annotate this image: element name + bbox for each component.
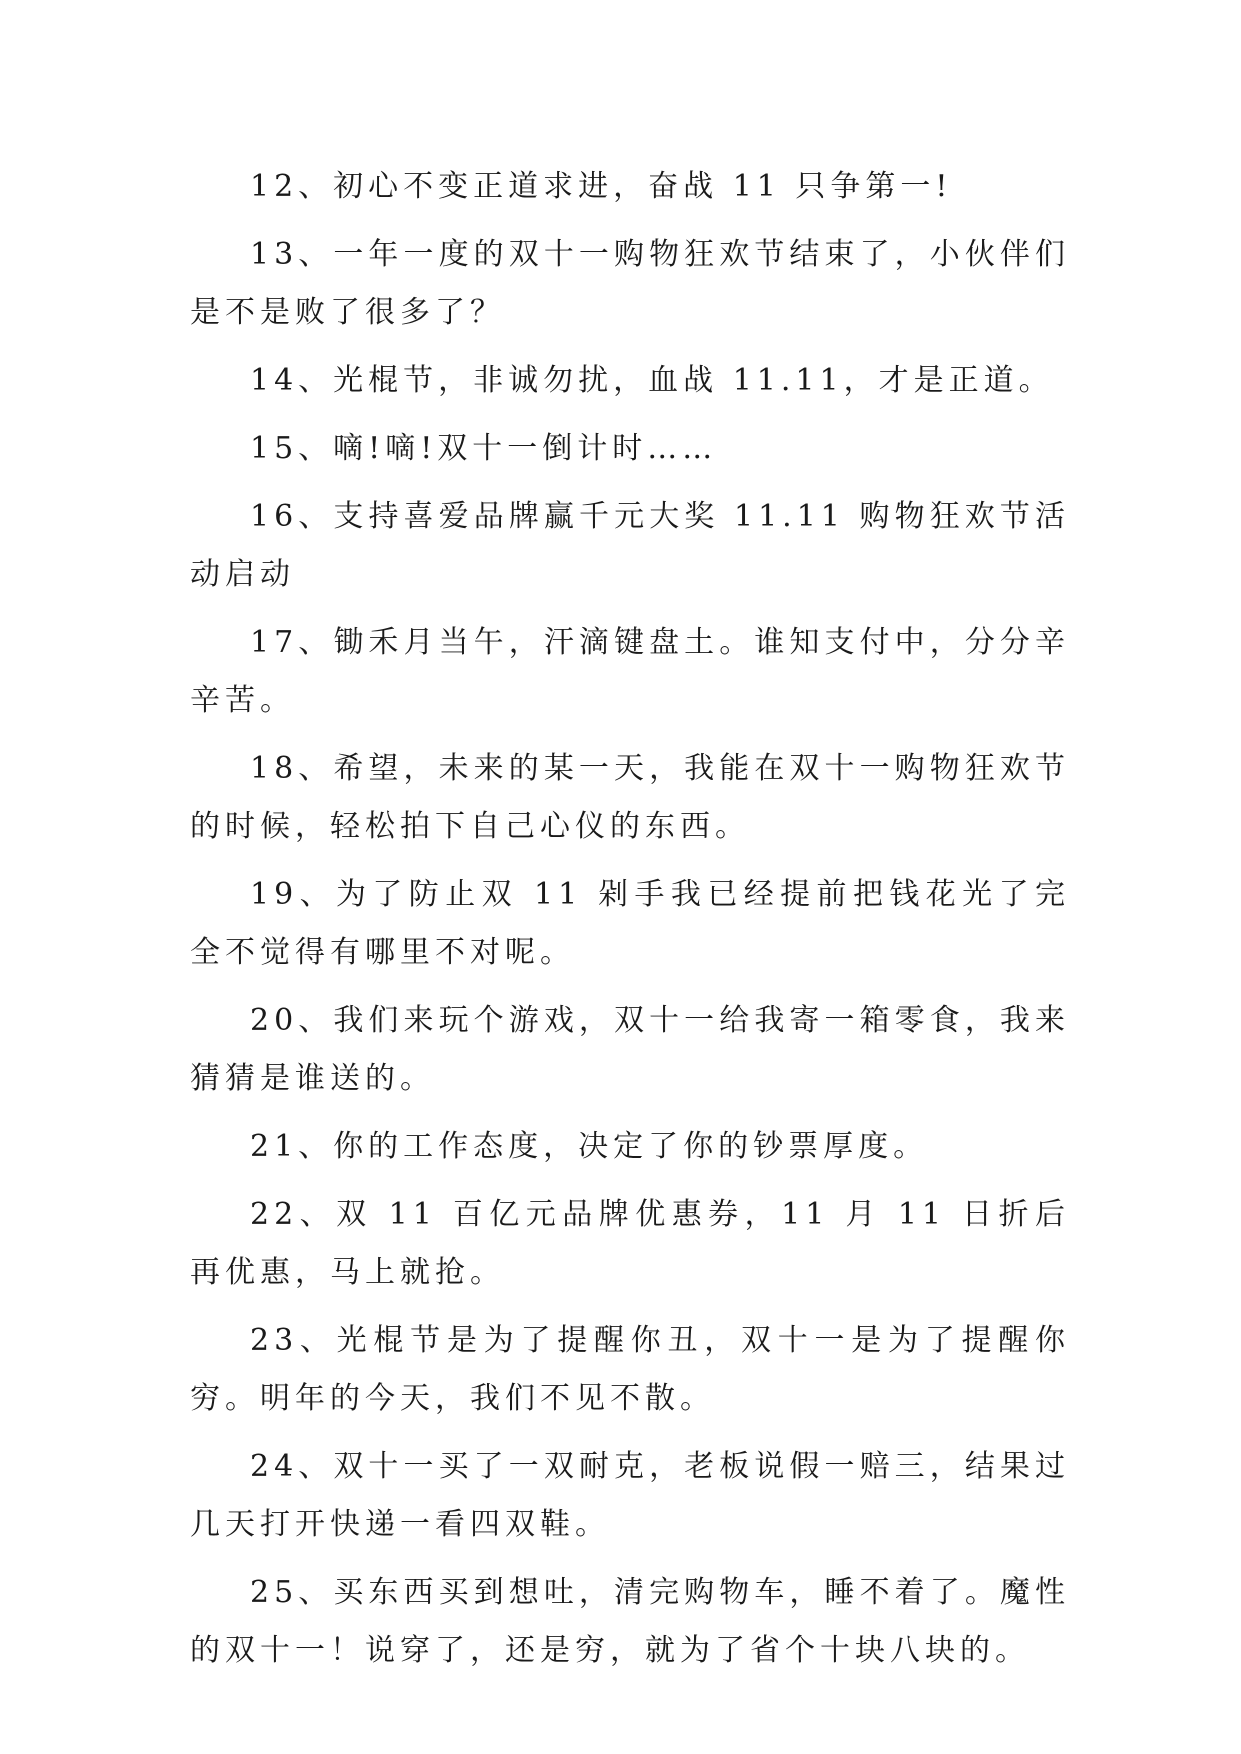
paragraph-13: 13、一年一度的双十一购物狂欢节结束了，小伙伴们是不是败了很多了？ [190, 237, 1070, 330]
paragraph-18: 18、希望，未来的某一天，我能在双十一购物狂欢节的时候，轻松拍下自己心仪的东西。 [190, 751, 1070, 844]
paragraph-24: 24、双十一买了一双耐克，老板说假一赔三，结果过几天打开快递一看四双鞋。 [190, 1449, 1070, 1542]
paragraph-23: 23、光棍节是为了提醒你丑，双十一是为了提醒你穷。明年的今天，我们不见不散。 [190, 1323, 1070, 1416]
paragraph-25: 25、买东西买到想吐，清完购物车，睡不着了。魔性的双十一！说穿了，还是穷，就为了省个十块八块的。 [190, 1575, 1070, 1668]
paragraph-20: 20、我们来玩个游戏，双十一给我寄一箱零食，我来猜猜是谁送的。 [190, 1003, 1070, 1096]
paragraph-16: 16、支持喜爱品牌赢千元大奖 11.11 购物狂欢节活动启动 [190, 499, 1070, 592]
paragraph-12: 12、初心不变正道求进，奋战 11 只争第一! [250, 169, 953, 204]
paragraph-21: 21、你的工作态度，决定了你的钞票厚度。 [250, 1129, 929, 1164]
paragraph-19: 19、为了防止双 11 剁手我已经提前把钱花光了完全不觉得有哪里不对呢。 [190, 877, 1070, 970]
document-body [190, 158, 1070, 1690]
paragraph-17: 17、锄禾月当午，汗滴键盘土。谁知支付中，分分辛辛苦。 [190, 625, 1070, 718]
paragraph-22: 22、双 11 百亿元品牌优惠券，11 月 11 日折后再优惠，马上就抢。 [190, 1197, 1070, 1290]
paragraph-14: 14、光棍节，非诚勿扰，血战 11.11，才是正道。 [250, 363, 1054, 398]
paragraph-15: 15、嘀!嘀!双十一倒计时…… [250, 431, 718, 466]
